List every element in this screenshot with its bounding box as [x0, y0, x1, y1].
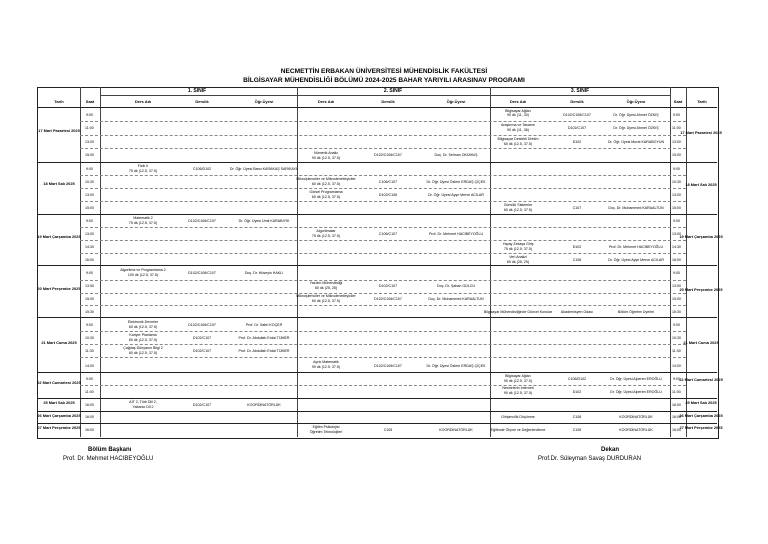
- col-header-ogretim-1: Öğr.Üyesi: [254, 99, 274, 104]
- time-cell-right: 15:00: [672, 206, 681, 210]
- exam-name: Bilgisayar Mühendisliğinde Güncel Konular: [483, 310, 553, 314]
- signature-left-title: Bölüm Başkanı: [88, 447, 132, 453]
- title-line-2: BİLGİSAYAR MÜHENDİSLİĞİ BÖLÜMÜ 2024-2025 BAHAR YARIYILI ARASINAV PROGRAMI: [243, 77, 525, 84]
- exam-name: Bilgisayar Destekli Üretim: [497, 137, 539, 141]
- row-separator: [80, 121, 686, 122]
- exam-instructor: Dr. Öğr. Üyesi Alperen EROĞLU: [610, 390, 662, 394]
- exam-room: C105: [572, 428, 582, 432]
- exam-duration: 60 dk (25, 25): [506, 260, 530, 264]
- day-label: 18 Mart Salı 2025: [43, 181, 75, 186]
- exam-name: Veri Analizi: [509, 255, 527, 259]
- time-cell-right: 11:00: [672, 126, 681, 130]
- exam-instructor: Doç. Dr. Selman OKUMUŞ: [434, 153, 478, 157]
- exam-room: D102/C106/C107: [188, 323, 216, 327]
- exam-duration: 75 dk (12.5, 37.5): [311, 234, 341, 238]
- col-header-saat-right: Saat: [673, 99, 683, 104]
- time-cell: 13:00: [85, 193, 94, 197]
- time-cell: 11:00: [85, 390, 94, 394]
- time-cell: 13:00: [85, 140, 94, 144]
- exam-name: Matematik 2: [133, 216, 153, 220]
- row-separator: [80, 280, 686, 281]
- exam-name: Eğitim Psikolojisi: [312, 425, 340, 429]
- exam-room: C107: [572, 206, 582, 210]
- exam-room: C105: [383, 428, 393, 432]
- time-cell: 16:00: [85, 428, 94, 432]
- time-cell: 15:00: [85, 297, 94, 301]
- signature-left-name: Prof. Dr. Mehmet HACIBEYOĞLU: [63, 456, 154, 462]
- col-line: [686, 87, 687, 437]
- day-label-right: 20 Mart Perşembe 2025: [679, 287, 723, 292]
- exam-room: D102/C107: [378, 284, 398, 288]
- exam-duration: 60 dk (12.5, 37.5): [311, 195, 341, 199]
- day-separator: [37, 107, 717, 108]
- time-cell: 13:00: [85, 232, 94, 236]
- exam-duration: 75 dk (12.5, 37.5): [503, 247, 533, 251]
- time-cell-right: 14:30: [672, 245, 681, 249]
- exam-room: D102/C106/C107: [374, 297, 402, 301]
- row-separator: [80, 240, 686, 241]
- time-cell-right: 15:00: [672, 153, 681, 157]
- exam-instructor: Prof. Dr. Mehmet HACIBEYOĞLU: [428, 232, 484, 236]
- exam-instructor: Doç. Dr. Muhammed KARAALTUN: [428, 297, 484, 301]
- day-label-right: 26 Mart Çarşamba 2025: [679, 413, 723, 418]
- group-header-sinif1: 1. SINIF: [187, 88, 207, 94]
- row-separator: [80, 188, 686, 189]
- exam-name: Kariyer Planlama: [129, 333, 157, 337]
- exam-room: C106/D102: [567, 377, 587, 381]
- exam-room: C108: [572, 415, 582, 419]
- time-cell: 16:00: [85, 415, 94, 419]
- exam-instructor: KOORDİNATÖRLÜK: [619, 428, 653, 432]
- day-label-right: 19 Mart Çarşamba 2025: [679, 234, 723, 239]
- group-header-sinif2: 2. SINIF: [383, 88, 403, 94]
- exam-name: Algoritmalar: [316, 229, 336, 233]
- time-cell: 15:00: [85, 206, 94, 210]
- day-label: 20 Mart Perşembe 2025: [37, 286, 81, 291]
- exam-duration: 60 dk (12.5, 37.5): [311, 182, 341, 186]
- exam-duration: Yabancı Dil 2: [132, 405, 154, 409]
- col-header-ders-2: Ders Adı: [317, 99, 335, 104]
- col-header-derslik-1: Derslik: [195, 99, 209, 104]
- time-cell-right: 9:00: [673, 113, 680, 117]
- exam-instructor: KOORDİNATÖRLÜK: [247, 403, 281, 407]
- exam-instructor: Dr. Öğr. Üyesi Ahmet ÖZKIŞ: [613, 126, 659, 130]
- row-separator: [80, 175, 686, 176]
- time-cell-right: 16:00: [672, 428, 681, 432]
- day-label: 27 Mart Perşembe 2025: [37, 425, 81, 430]
- exam-room: Akademisyen Odası: [560, 310, 594, 314]
- row-separator: [80, 201, 686, 202]
- row-separator: [80, 253, 686, 254]
- day-separator: [37, 372, 717, 373]
- row-separator: [80, 293, 686, 294]
- exam-instructor: Dr. Öğr. Üyesi Özlem ERDAŞ ÇİÇEK: [426, 364, 486, 368]
- exam-duration: 60 dk (12.5, 37.5): [128, 338, 158, 342]
- time-cell: 9:00: [86, 271, 93, 275]
- exam-room: D102/C107: [192, 336, 212, 340]
- exam-room: D102: [572, 140, 582, 144]
- day-separator: [37, 398, 717, 399]
- exam-instructor: Prof. Dr. Abdullah Erdal TÜMER: [238, 349, 290, 353]
- time-cell-right: 14:00: [672, 364, 681, 368]
- row-separator: [80, 305, 686, 306]
- row-separator: [80, 227, 686, 228]
- day-separator: [37, 317, 717, 318]
- exam-room: D102/C106/C107: [374, 153, 402, 157]
- col-header-saat: Saat: [85, 99, 95, 104]
- exam-instructor: KOORDİNATÖRLÜK: [439, 428, 473, 432]
- exam-room: D102: [572, 390, 582, 394]
- exam-instructor: Dr. Öğr. Üyesi Banu KARAKAŞ SARIKAYA: [229, 167, 299, 171]
- exam-instructor: Dr. Öğr. Üyesi Özlem ERDAŞ ÇİÇEK: [426, 180, 486, 184]
- exam-name: Yapay Zekaya Giriş: [502, 242, 534, 246]
- exam-instructor: Doç. Dr. Hüseyin HAKLI: [244, 271, 284, 275]
- time-cell-right: 10:30: [672, 336, 681, 340]
- day-label-right: 22 Mart Cumartesi 2025: [679, 377, 723, 382]
- day-separator: [37, 423, 717, 424]
- time-cell: 9:00: [86, 323, 93, 327]
- day-label: 21 Mart Cuma 2025: [41, 340, 77, 345]
- time-cell-right: 9:00: [673, 377, 680, 381]
- exam-name: Eğitimde Ölçme ve Değerlendirme: [490, 428, 546, 432]
- exam-duration: Öğretim Teknolojileri: [309, 430, 343, 434]
- exam-name: Bilgisayar Ağları: [505, 109, 531, 113]
- exam-room: C106/C107: [378, 180, 398, 184]
- title-line-1: NECMETTİN ERBAKAN ÜNİVERSİTESİ MÜHENDİSLİK FAKÜLTESİ: [280, 68, 488, 75]
- exam-name: Nümerik Analiz: [314, 151, 338, 155]
- exam-name: Mikroişlemciler ve Mikrodenetleyiciler: [296, 177, 356, 181]
- exam-name: Ayrık Matematik: [313, 360, 339, 364]
- exam-name: Görsel Programlama: [309, 190, 343, 194]
- exam-duration: 60 dk (25, 25): [314, 286, 338, 290]
- time-cell-right: 13:00: [672, 284, 681, 288]
- col-header-ders-1: Ders Adı: [134, 99, 152, 104]
- day-label: 26 Mart Çarşamba 2025: [37, 413, 81, 418]
- exam-room: D102/C107: [192, 403, 212, 407]
- exam-duration: 60 dk (12.5, 37.5): [128, 325, 158, 329]
- time-cell: 9:00: [86, 219, 93, 223]
- exam-name: Algoritma ve Programlama 2: [120, 268, 166, 272]
- day-label-right: 21 Mart Cuma 2025: [683, 340, 719, 345]
- exam-duration: 90 dk (11, 36): [507, 128, 529, 132]
- exam-instructor: Doç. Dr. Muhammed KARAALTUN: [608, 206, 664, 210]
- time-cell: 15:30: [85, 310, 94, 314]
- exam-instructor: Prof. Dr. Mehmet HACIBEYOĞLU: [608, 245, 664, 249]
- exam-instructor: Dr. Öğr. Üyesi Ayşe Merve ACILAR: [608, 258, 664, 262]
- exam-instructor: KOORDİNATÖRLÜK: [619, 415, 653, 419]
- time-cell-right: 9:00: [673, 219, 680, 223]
- time-cell-right: 15:30: [672, 310, 681, 314]
- exam-duration: 60 dk (12.5, 37.5): [503, 208, 533, 212]
- exam-duration: 75 dk (12.5, 37.5): [128, 169, 158, 173]
- col-header-derslik-2: Derslik: [381, 99, 395, 104]
- signature-right-title: Dekan: [601, 447, 620, 453]
- header-rule: [100, 95, 670, 96]
- time-cell-right: 13:00: [672, 232, 681, 236]
- time-cell: 16:00: [85, 403, 94, 407]
- time-cell: 9:00: [86, 377, 93, 381]
- time-cell: 15:00: [85, 153, 94, 157]
- day-label: 19 Mart Çarşamba 2025: [37, 234, 81, 239]
- day-label-right: 18 Mart Salı 2025: [685, 182, 717, 187]
- exam-duration: 60 dk (12.5, 37.5): [503, 142, 533, 146]
- time-cell-right: 11:00: [672, 390, 681, 394]
- exam-room: C108: [572, 258, 582, 262]
- day-separator: [37, 162, 717, 163]
- time-cell: 11:30: [85, 349, 94, 353]
- time-cell-right: 13:00: [672, 193, 681, 197]
- day-label: 17 Mart Pazartesi 2025: [38, 128, 80, 133]
- exam-room: D102/C106/C107: [563, 113, 591, 117]
- exam-room: D102/C106: [378, 193, 398, 197]
- time-cell: 9:00: [86, 167, 93, 171]
- exam-duration: 90 dk (11, 30): [507, 113, 529, 117]
- exam-name: Nesnelerin İnterneti: [502, 386, 534, 390]
- exam-room: D102/C106/C107: [188, 271, 216, 275]
- exam-room: D102/C106/C107: [374, 364, 402, 368]
- exam-instructor: Prof. Dr. Sabri KOÇER: [245, 323, 283, 327]
- time-cell: 14:00: [85, 364, 94, 368]
- exam-instructor: Dr. Öğr. Üyesi Murat KARABOYUN: [607, 140, 665, 144]
- time-cell-right: 16:00: [672, 415, 681, 419]
- exam-name: Gömülü Sistemler: [503, 203, 533, 207]
- exam-room: D102/C106/C107: [188, 219, 216, 223]
- exam-room: D102: [572, 245, 582, 249]
- row-separator: [80, 331, 686, 332]
- exam-instructor: Bölüm Öğretim Üyeleri: [617, 310, 655, 314]
- exam-name: AİT 2, Türk Dili 2,: [129, 400, 157, 404]
- exam-duration: 90 dk (12.5, 37.5): [311, 156, 341, 160]
- time-cell-right: 9:00: [673, 323, 680, 327]
- exam-duration: 90 dk (12.5, 37.5): [503, 391, 533, 395]
- exam-instructor: Dr. Öğr. Üyesi Ümit KARABIYIK: [238, 219, 290, 223]
- col-header-ders-3: Ders Adı: [509, 99, 527, 104]
- exam-name: Fizik II: [137, 164, 149, 168]
- exam-room: D102/C107: [567, 126, 587, 130]
- time-cell-right: 16:00: [672, 258, 681, 262]
- col-header-ogretim-3: Öğr.Üyesi: [626, 99, 646, 104]
- time-cell: 10:30: [85, 180, 94, 184]
- time-cell-right: 15:00: [672, 297, 681, 301]
- group-header-sinif3: 3. SINIF: [570, 88, 590, 94]
- day-label-right: 27 Mart Perşembe 2025: [679, 425, 723, 430]
- time-cell-right: 11:30: [672, 349, 681, 353]
- exam-duration: 90 dk (12.5, 37.5): [503, 379, 533, 383]
- exam-duration: 90 dk (12.5, 37.5): [311, 365, 341, 369]
- day-label-right: 25 Mart Salı 2025: [685, 400, 717, 405]
- day-separator: [37, 265, 717, 266]
- day-separator: [37, 214, 717, 215]
- exam-name: Çağdaş Dünyanın Bilgi 2: [123, 346, 163, 350]
- exam-instructor: Dr. Öğr. Üyesi Ahmet ÖZKIŞ: [613, 113, 659, 117]
- exam-duration: 60 dk (12.5, 37.5): [311, 299, 341, 303]
- time-cell: 9:00: [86, 113, 93, 117]
- row-separator: [80, 148, 686, 149]
- time-cell: 10:30: [85, 336, 94, 340]
- time-cell-right: 9:00: [673, 167, 680, 171]
- time-cell: 11:00: [85, 126, 94, 130]
- time-cell-right: 13:00: [672, 140, 681, 144]
- day-label: 25 Mart Salı 2025: [43, 400, 75, 405]
- time-cell: 16:00: [85, 258, 94, 262]
- exam-room: C106/C107: [378, 232, 398, 236]
- exam-name: Bilgisayar Ağları: [505, 374, 531, 378]
- day-label-right: 17 Mart Pazartesi 2025: [680, 130, 722, 135]
- col-header-ogretim-2: Öğr.Üyesi: [446, 99, 466, 104]
- exam-room: C106/D102: [192, 167, 212, 171]
- exam-name: Yazılım Mühendisliği: [309, 281, 343, 285]
- exam-name: Elektronik Devreler: [127, 320, 159, 324]
- col-header-tarih-right: Tarih: [697, 99, 707, 104]
- col-header-derslik-3: Derslik: [570, 99, 584, 104]
- day-separator: [37, 411, 717, 412]
- exam-room: D102/C107: [192, 349, 212, 353]
- col-header-tarih: Tarih: [54, 99, 64, 104]
- exam-name: Araştırma ve Tasarım: [500, 123, 536, 127]
- row-separator: [80, 385, 686, 386]
- exam-name: Mikroişlemciler ve Mikrodenetleyiciler: [296, 294, 356, 298]
- row-separator: [80, 344, 686, 345]
- exam-instructor: Dr. Öğr. Üyesi Alperen EROĞLU: [610, 377, 662, 381]
- time-cell: 14:30: [85, 245, 94, 249]
- time-cell: 13:00: [85, 284, 94, 288]
- exam-duration: 60 dk (12.5, 37.5): [128, 351, 158, 355]
- exam-instructor: Doç. Dr. Şaban GÜLCÜ: [437, 284, 475, 288]
- day-label: 22 Mart Cumartesi 2025: [37, 380, 81, 385]
- time-cell-right: 9:00: [673, 271, 680, 275]
- exam-instructor: Dr. Öğr. Üyesi Ayşe Merve ACILAR: [428, 193, 484, 197]
- signature-right-name: Prof.Dr. Süleyman Savaş DURDURAN: [538, 456, 642, 462]
- exam-name: Girişimcilik Düşünme: [501, 415, 535, 419]
- exam-instructor: Prof. Dr. Abdullah Erdal TÜMER: [238, 336, 290, 340]
- exam-duration: 100 dk (12.5, 37.5): [127, 273, 159, 277]
- row-separator: [80, 135, 686, 136]
- row-separator: [80, 357, 686, 358]
- exam-duration: 75 dk (12.5, 37.5): [128, 221, 158, 225]
- time-cell-right: 16:00: [672, 403, 681, 407]
- time-cell-right: 10:30: [672, 180, 681, 184]
